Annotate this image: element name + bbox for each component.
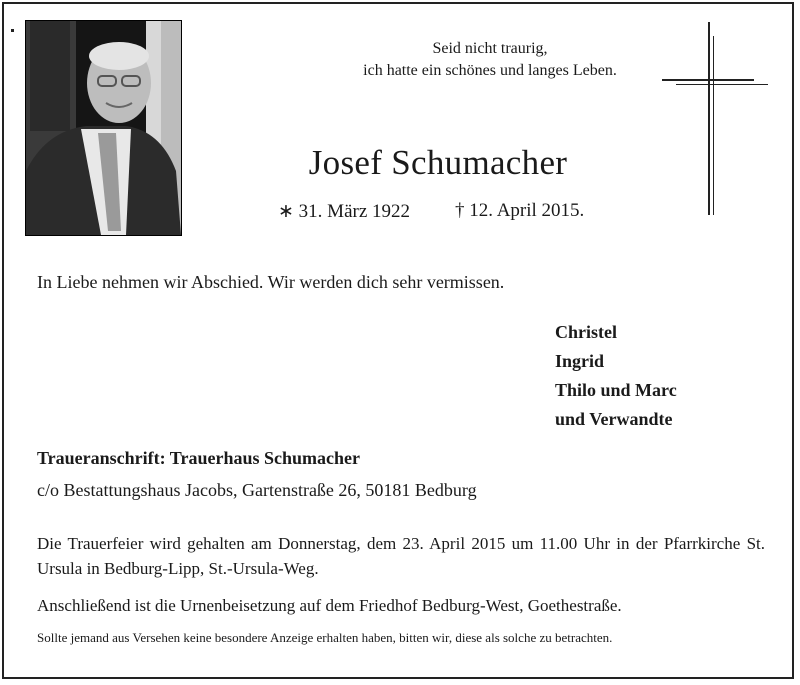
portrait-photo [25,20,182,236]
cross-icon-shadow-bar [676,84,768,85]
cross-icon [708,22,710,215]
family-list [555,318,677,434]
farewell-text: In Liebe nehmen wir Abschied. Wir werden dich sehr vermissen. [37,272,505,292]
birth-date: ∗ 31. März 1922 [278,201,411,222]
address-heading: Traueranschrift: Trauerhaus Schumacher [37,448,360,468]
burial-text: Anschließend ist die Urnenbeisetzung auf dem Friedhof Bedburg-West, Goethestraße. [37,596,622,615]
death-date: † 12. April 2015. [455,200,585,221]
cross-icon-bar [662,79,754,81]
corner-dot [11,29,14,32]
quote-line-2: ich hatte ein schönes und langes Leben. [363,62,617,79]
cross-icon-shadow-vertical [713,36,714,215]
family-member: und Verwandte [555,409,673,429]
deceased-name: Josef Schumacher [308,143,568,182]
address-line: c/o Bestattungshaus Jacobs, Gartenstraße 26, 50181 Bedburg [37,480,477,500]
family-member: Thilo und Marc [555,380,677,400]
quote-line-1: Seid nicht traurig, [432,40,548,57]
ceremony-text: Die Trauerfeier wird gehalten am Donnerstag, dem 23. April 2015 um 11.00 Uhr in der Pfarrkirche St. Ursula in Bedburg-Lipp, St.-Ursula-Weg. [37,534,765,578]
family-member: Ingrid [555,351,605,371]
quote [240,38,740,82]
notice-text: Sollte jemand aus Versehen keine besondere Anzeige erhalten haben, bitten wir, diese als solche zu betrachten. [37,630,613,645]
family-member: Christel [555,322,617,342]
